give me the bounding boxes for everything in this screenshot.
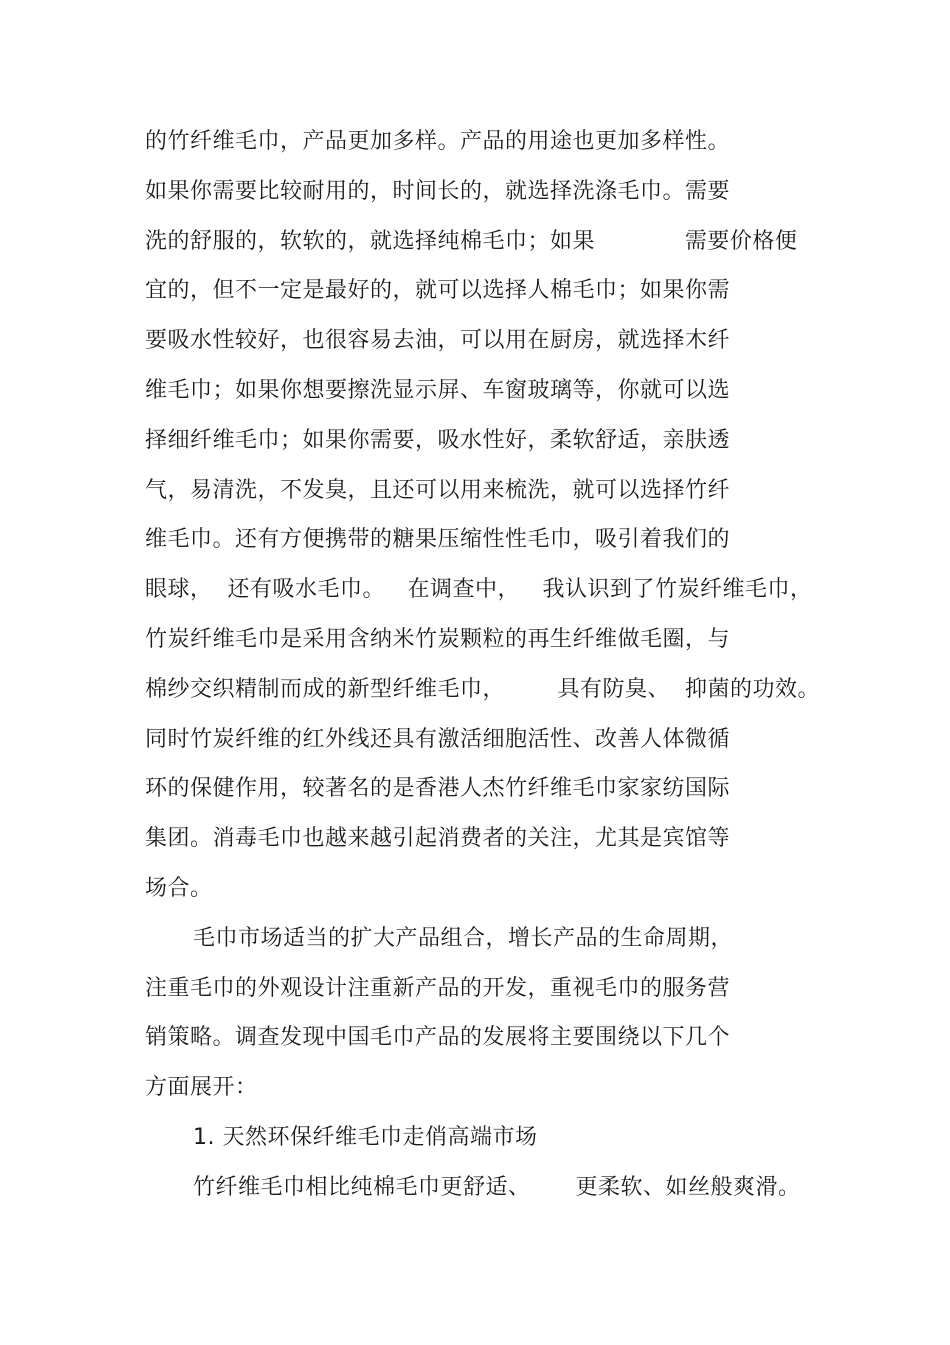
text-line: 注重毛巾的外观设计注重新产品的开发，重视毛巾的服务营	[145, 976, 731, 1001]
text-line: 竹炭纤维毛巾是采用含纳米竹炭颗粒的再生纤维做毛圈，与	[145, 627, 731, 652]
text-line: 销策略。调查发现中国毛巾产品的发展将主要围绕以下几个	[145, 1025, 731, 1050]
text-line: 集团。消毒毛巾也越来越引起消费者的关注，尤其是宾馆等	[145, 826, 731, 851]
text-line: 场合。	[145, 876, 213, 901]
text-line: 眼球， 还有吸水毛巾。 在调查中， 我认识到了竹炭纤维毛巾，	[145, 577, 813, 602]
section-heading: 1. 天然环保纤维毛巾走俏高端市场	[193, 1125, 538, 1150]
text-line: 棉纱交织精制而成的新型纤维毛巾， 具有防臭、 抑菌的功效。	[145, 677, 820, 702]
text-line: 宜的，但不一定是最好的，就可以选择人棉毛巾；如果你需	[145, 278, 731, 303]
text-line: 的竹纤维毛巾，产品更加多样。产品的用途也更加多样性。	[145, 129, 731, 154]
text-line: 同时竹炭纤维的红外线还具有激活细胞活性、改善人体微循	[145, 727, 731, 752]
text-line: 洗的舒服的，软软的，就选择纯棉毛巾；如果 需要价格便	[145, 229, 798, 254]
text-line: 维毛巾。还有方便携带的糖果压缩性性毛巾，吸引着我们的	[145, 527, 731, 552]
text-line: 如果你需要比较耐用的，时间长的，就选择洗涤毛巾。需要	[145, 179, 731, 204]
text-line: 方面展开：	[145, 1075, 258, 1100]
paragraph-start-line: 竹纤维毛巾相比纯棉毛巾更舒适、 更柔软、如丝般爽滑。	[193, 1175, 801, 1200]
text-line: 维毛巾；如果你想要擦洗显示屏、车窗玻璃等，你就可以选	[145, 378, 731, 403]
text-line: 气，易清洗，不发臭，且还可以用来梳洗，就可以选择竹纤	[145, 478, 731, 503]
text-line: 环的保健作用，较著名的是香港人杰竹纤维毛巾家家纺国际	[145, 776, 731, 801]
text-line: 要吸水性较好，也很容易去油，可以用在厨房，就选择木纤	[145, 328, 731, 353]
paragraph-start-line: 毛巾市场适当的扩大产品组合，增长产品的生命周期，	[193, 926, 734, 951]
text-line: 择细纤维毛巾；如果你需要，吸水性好，柔软舒适，亲肤透	[145, 428, 731, 453]
